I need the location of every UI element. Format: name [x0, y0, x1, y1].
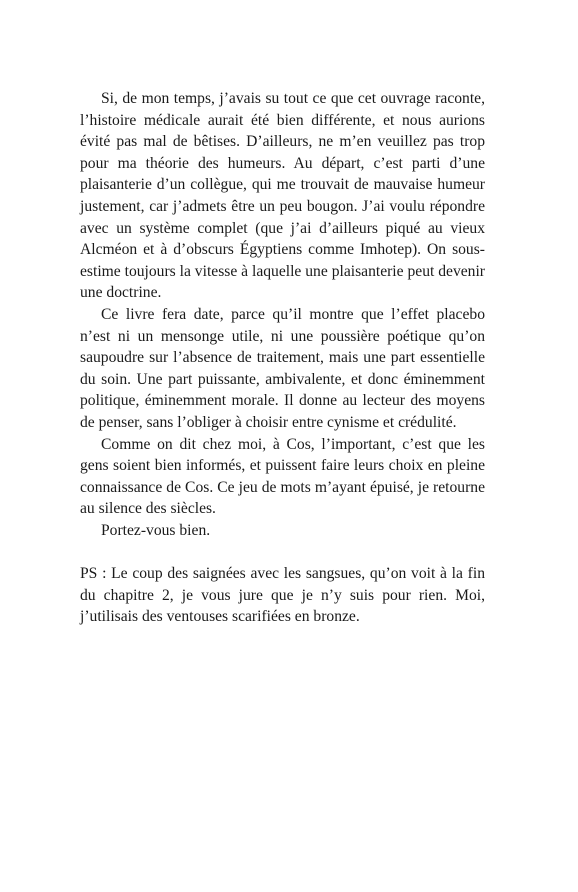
- paragraph: Si, de mon temps, j’avais su tout ce que cet ouvrage raconte, l’histoire médicale aurait été bien différente, et nous aurions évité pas mal de bêtises. D’ailleurs, ne m’en veuillez pas trop pour ma théorie des humeurs. Au départ, c’est parti d’une plaisanterie d’un collègue, qui me trouvait de mauvaise humeur justement, car j’admets être un peu bougon. J’ai voulu répondre avec un système complet (que j’ai d’ailleurs piqué au vieux Alcméon et à d’obscurs Égyptiens comme Imhotep). On sous-estime toujours la vitesse à laquelle une plaisanterie peut devenir une doctrine.: [80, 90, 485, 302]
- paragraph: Comme on dit chez moi, à Cos, l’important, c’est que les gens soient bien informés, et puissent faire leurs choix en pleine connaissance de Cos. Ce jeu de mots m’ayant épuisé, je retourne au silence des siècles.: [80, 435, 485, 518]
- paragraph: Ce livre fera date, parce qu’il montre que l’effet placebo n’est ni un mensonge utile, ni une poussière poétique qu’on saupoudre sur l’absence de traitement, mais une part essentielle du soin. Une part puissante, ambivalente, et donc éminemment politique, éminemment morale. Il donne au lecteur des moyens de penser, sans l’obliger à choisir entre cynisme et crédulité.: [80, 305, 485, 431]
- postscript: PS : Le coup des saignées avec les sangsues, qu’on voit à la fin du chapitre 2, je vous jure que je n’y suis pour rien. Moi, j’utilisais des ventouses scarifiées en bronze.: [80, 565, 485, 626]
- body-text: [80, 88, 485, 628]
- paragraph: Portez-vous bien.: [101, 521, 211, 539]
